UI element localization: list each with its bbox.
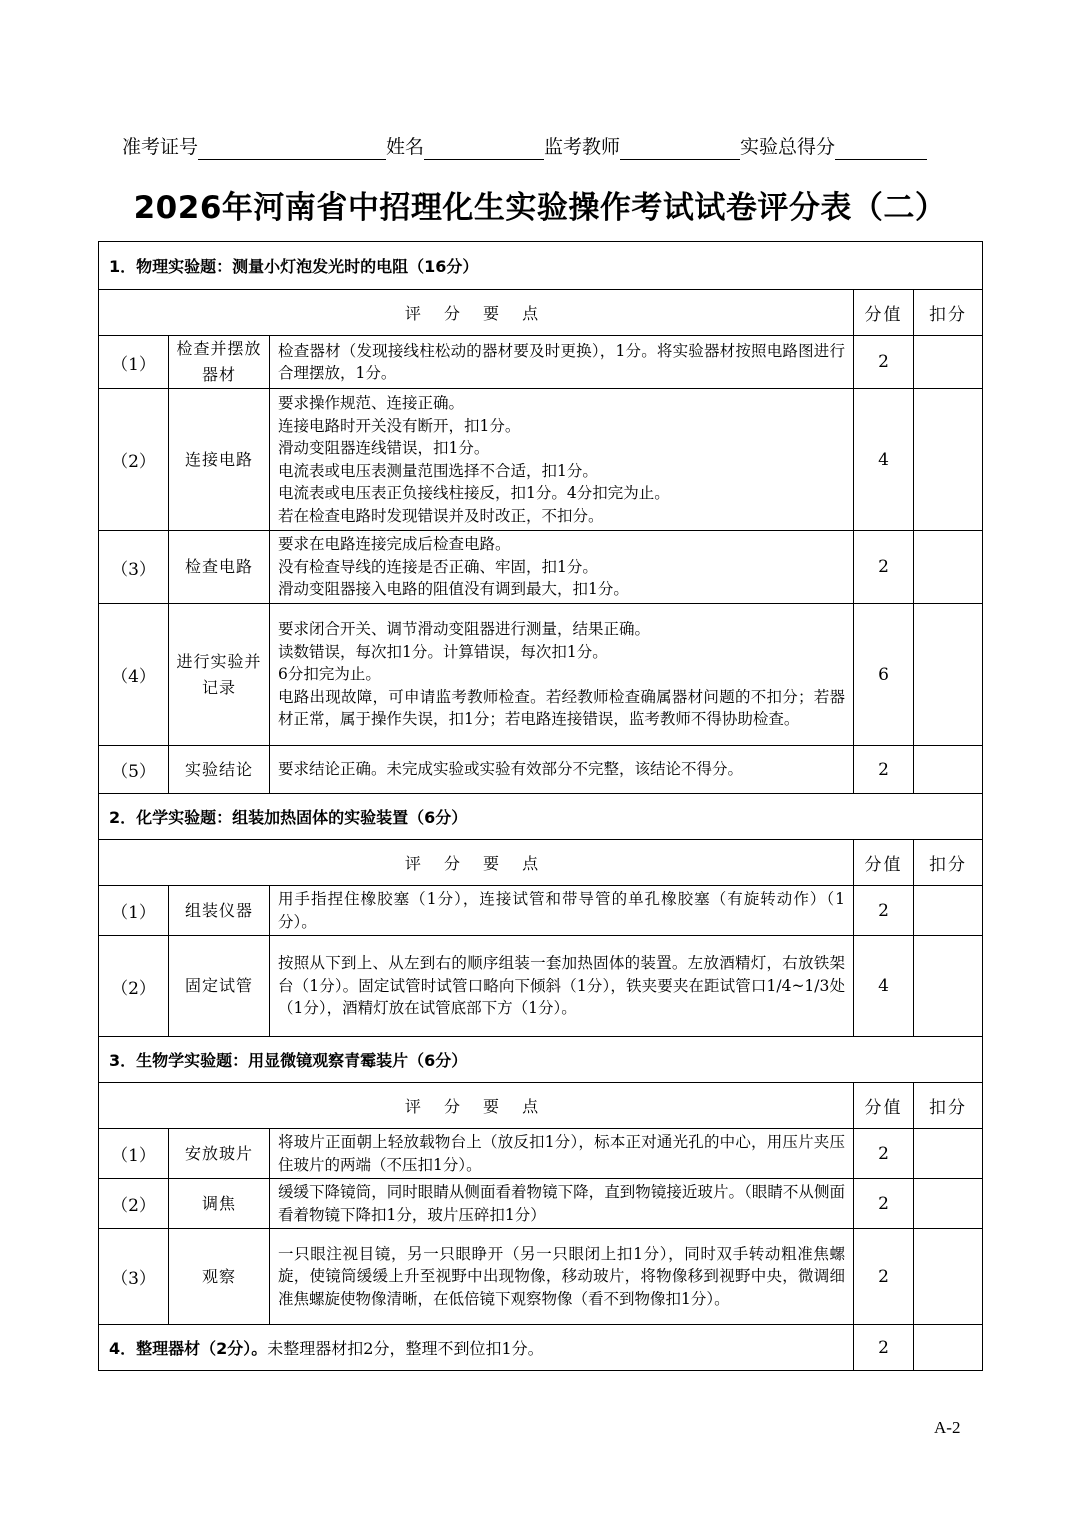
item-number: （3） — [99, 1229, 169, 1325]
item-score: 2 — [854, 336, 914, 389]
deduct-cell[interactable] — [914, 886, 983, 936]
exam-number-blank[interactable] — [198, 137, 386, 160]
item-description — [270, 1129, 854, 1179]
item-score: 2 — [854, 531, 914, 604]
description-line: 若在检查电路时发现错误并及时改正，不扣分。 — [278, 506, 604, 525]
score-header: 分值 — [854, 1083, 914, 1129]
total-score-blank[interactable] — [835, 137, 927, 160]
deduct-header: 扣分 — [914, 290, 983, 336]
points-header: 评 分 要 点 — [99, 1083, 854, 1129]
description-line: 电路出现故障，可申请监考教师检查。若经教师检查确属器材问题的不扣分；若器材正常，属于操作失误，扣1分；若电路连接错误，监考教师不得协助检查。 — [278, 687, 845, 729]
table-row — [99, 604, 983, 746]
points-header: 评 分 要 点 — [99, 840, 854, 886]
item-description — [270, 389, 854, 531]
item-number: （5） — [99, 746, 169, 794]
deduct-cell[interactable] — [914, 389, 983, 531]
scoring-table — [98, 241, 983, 1371]
deduct-cell[interactable] — [914, 1129, 983, 1179]
description-line: 按照从下到上、从左到右的顺序组装一套加热固体的装置。左放酒精灯，右放铁架台（1分）。固定试管时试管口略向下倾斜（1分），铁夹要夹在距试管口1/4~1/3处（1分），酒精灯放在试管底部下方（1分）。 — [278, 954, 845, 1018]
deduct-cell[interactable] — [914, 531, 983, 604]
item-name: 组装仪器 — [169, 886, 270, 936]
item-description — [270, 1179, 854, 1229]
deduct-cell[interactable] — [914, 336, 983, 389]
deduct-cell[interactable] — [914, 604, 983, 746]
item-name: 进行实验并记录 — [169, 604, 270, 746]
document-title: 2026年河南省中招理化生实验操作考试试卷评分表（二） — [133, 190, 947, 226]
table-row — [99, 531, 983, 604]
table-row — [99, 886, 983, 936]
deduct-cell[interactable] — [914, 746, 983, 794]
column-header-row — [99, 1083, 983, 1129]
column-header-row — [99, 840, 983, 886]
proctor-blank[interactable] — [620, 137, 740, 160]
item-score: 2 — [854, 1229, 914, 1325]
item-description — [270, 746, 854, 794]
item-description — [270, 604, 854, 746]
item-name: 固定试管 — [169, 936, 270, 1037]
section-header-row — [99, 794, 983, 840]
item-description — [270, 336, 854, 389]
item-number: （1） — [99, 1129, 169, 1179]
description-line: 电流表或电压表正负接线柱接反，扣1分。4分扣完为止。 — [278, 484, 670, 502]
student-name-label: 姓名 — [386, 136, 425, 158]
item-description — [270, 936, 854, 1037]
item-name: 连接电路 — [169, 389, 270, 531]
item-score: 2 — [854, 1129, 914, 1179]
points-header: 评 分 要 点 — [99, 290, 854, 336]
description-line: 要求在电路连接完成后检查电路。 — [278, 535, 511, 554]
section-header-row — [99, 242, 983, 290]
description-line: 用手指捏住橡胶塞（1分），连接试管和带导管的单孔橡胶塞（有旋转动作）（1分）。 — [278, 890, 845, 931]
table-row — [99, 336, 983, 389]
score-header: 分值 — [854, 290, 914, 336]
item-number: （3） — [99, 531, 169, 604]
deduct-cell[interactable] — [914, 1325, 983, 1371]
item-score: 2 — [854, 746, 914, 794]
description-line: 读数错误，每次扣1分。计算错误，每次扣1分。 — [278, 642, 608, 661]
description-line: 6分扣完为止。 — [278, 665, 381, 684]
total-score-label: 实验总得分 — [740, 136, 836, 158]
description-line: 检查器材（发现接线柱松动的器材要及时更换），1分。将实验器材按照电路图进行合理摆放，1分。 — [278, 341, 845, 382]
description-line: 一只眼注视目镜，另一只眼睁开（另一只眼闭上扣1分），同时双手转动粗准焦螺旋，使镜筒缓缓上升至视野中出现物像，移动玻片，将物像移到视野中央，微调细准焦螺旋使物像清晰，在低倍镜下观察物像（看不到物像扣1分）。 — [278, 1244, 845, 1308]
item-number: （1） — [99, 886, 169, 936]
section-header-row — [99, 1037, 983, 1083]
item-description — [270, 886, 854, 936]
cleanup-text — [99, 1325, 854, 1371]
description-line: 要求操作规范、连接正确。 — [278, 394, 465, 412]
item-name: 检查电路 — [169, 531, 270, 604]
cleanup-score: 2 — [854, 1325, 914, 1371]
table-row — [99, 389, 983, 531]
cleanup-title: 4．整理器材（2分）。 — [109, 1339, 268, 1358]
item-score: 2 — [854, 886, 914, 936]
description-line: 将玻片正面朝上轻放载物台上（放反扣1分），标本正对通光孔的中心，用压片夹压住玻片的两端（不压扣1分）。 — [278, 1133, 845, 1174]
table-row — [99, 936, 983, 1037]
item-name: 观察 — [169, 1229, 270, 1325]
item-number: （2） — [99, 936, 169, 1037]
description-line: 要求闭合开关、调节滑动变阻器进行测量，结果正确。 — [278, 620, 651, 639]
column-header-row — [99, 290, 983, 336]
deduct-header: 扣分 — [914, 840, 983, 886]
section-title: 3．生物学实验题：用显微镜观察青霉装片（6分） — [99, 1037, 983, 1083]
table-row — [99, 1129, 983, 1179]
item-name: 安放玻片 — [169, 1129, 270, 1179]
cleanup-row — [99, 1325, 983, 1371]
item-number: （4） — [99, 604, 169, 746]
description-line: 滑动变阻器连线错误，扣1分。 — [278, 439, 490, 457]
proctor-label: 监考教师 — [544, 136, 621, 158]
deduct-cell[interactable] — [914, 1229, 983, 1325]
item-number: （1） — [99, 336, 169, 389]
item-score: 6 — [854, 604, 914, 746]
item-description — [270, 531, 854, 604]
item-name: 检查并摆放器材 — [169, 336, 270, 389]
description-line: 滑动变阻器接入电路的阻值没有调到最大，扣1分。 — [278, 580, 629, 599]
description-line: 没有检查导线的连接是否正确、牢固，扣1分。 — [278, 557, 598, 576]
item-score: 4 — [854, 389, 914, 531]
section-title: 1．物理实验题：测量小灯泡发光时的电阻（16分） — [99, 242, 983, 290]
item-number: （2） — [99, 389, 169, 531]
item-name: 实验结论 — [169, 746, 270, 794]
table-row — [99, 1229, 983, 1325]
table-row — [99, 1179, 983, 1229]
candidate-info-line — [122, 132, 982, 160]
cleanup-rule: 未整理器材扣2分，整理不到位扣1分。 — [267, 1339, 544, 1358]
item-score: 4 — [854, 936, 914, 1037]
item-description — [270, 1229, 854, 1325]
deduct-header: 扣分 — [914, 1083, 983, 1129]
deduct-cell[interactable] — [914, 1179, 983, 1229]
description-line: 要求结论正确。未完成实验或实验有效部分不完整，该结论不得分。 — [278, 760, 744, 779]
item-number: （2） — [99, 1179, 169, 1229]
item-score: 2 — [854, 1179, 914, 1229]
item-name: 调焦 — [169, 1179, 270, 1229]
exam-number-label: 准考证号 — [122, 136, 199, 158]
page-number: A-2 — [934, 1418, 961, 1437]
section-title: 2．化学实验题：组装加热固体的实验装置（6分） — [99, 794, 983, 840]
student-name-blank[interactable] — [424, 137, 544, 160]
description-line: 电流表或电压表测量范围选择不合适，扣1分。 — [278, 461, 598, 480]
description-line: 缓缓下降镜筒，同时眼睛从侧面看着物镜下降，直到物镜接近玻片。（眼睛不从侧面看着物镜下降扣1分，玻片压碎扣1分） — [278, 1183, 845, 1224]
deduct-cell[interactable] — [914, 936, 983, 1037]
table-row — [99, 746, 983, 794]
description-line: 连接电路时开关没有断开，扣1分。 — [278, 416, 521, 435]
score-header: 分值 — [854, 840, 914, 886]
